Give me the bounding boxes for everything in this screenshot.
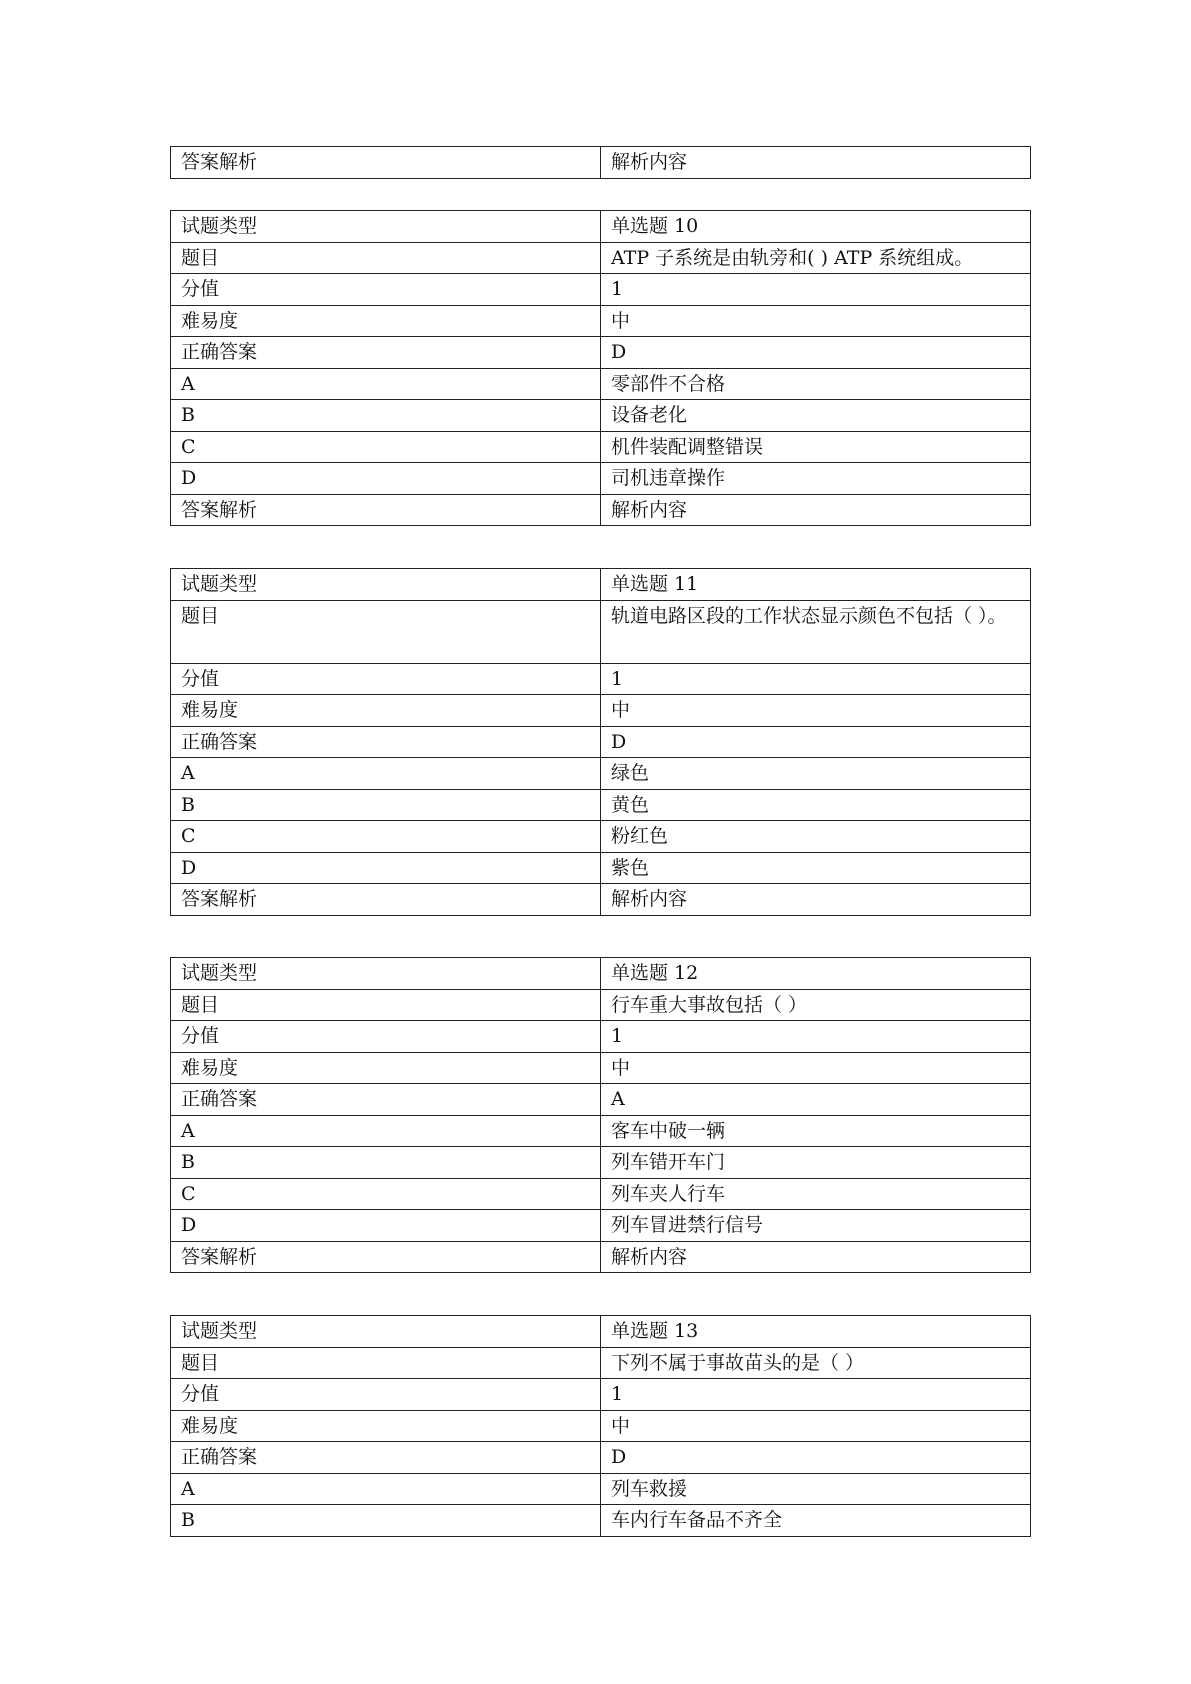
table-row — [171, 695, 1031, 727]
table-row — [171, 821, 1031, 853]
question-text: 行车重大事故包括（ ） — [601, 989, 1031, 1021]
table-row — [171, 1379, 1031, 1411]
option-key: A — [171, 1115, 601, 1147]
answer-value: D — [601, 726, 1031, 758]
table-row — [171, 1021, 1031, 1053]
question-label: 题目 — [171, 242, 601, 274]
option-text: 绿色 — [601, 758, 1031, 790]
table-row — [171, 400, 1031, 432]
type-value: 单选题 11 — [601, 569, 1031, 601]
table-row — [171, 1473, 1031, 1505]
option-key: C — [171, 1178, 601, 1210]
option-key: B — [171, 1505, 601, 1537]
table-row — [171, 1347, 1031, 1379]
option-key: A — [171, 1473, 601, 1505]
table-row — [171, 211, 1031, 243]
table-row — [171, 1115, 1031, 1147]
score-label: 分值 — [171, 1379, 601, 1411]
explanation-value: 解析内容 — [601, 147, 1031, 179]
table-row — [171, 758, 1031, 790]
explanation-value: 解析内容 — [601, 884, 1031, 916]
question-table-11 — [170, 568, 1031, 916]
table-row — [171, 431, 1031, 463]
option-text: 列车救援 — [601, 1473, 1031, 1505]
difficulty-label: 难易度 — [171, 695, 601, 727]
explanation-label: 答案解析 — [171, 884, 601, 916]
table-row — [171, 1241, 1031, 1273]
difficulty-value: 中 — [601, 695, 1031, 727]
option-key: A — [171, 368, 601, 400]
type-value: 单选题 10 — [601, 211, 1031, 243]
score-value: 1 — [601, 1379, 1031, 1411]
table-row — [171, 989, 1031, 1021]
type-label: 试题类型 — [171, 569, 601, 601]
question-text: ATP 子系统是由轨旁和( ) ATP 系统组成。 — [601, 242, 1031, 274]
option-text: 紫色 — [601, 852, 1031, 884]
table-row — [171, 494, 1031, 526]
question-label: 题目 — [171, 989, 601, 1021]
type-value: 单选题 13 — [601, 1316, 1031, 1348]
table-row — [171, 463, 1031, 495]
option-text: 列车冒进禁行信号 — [601, 1210, 1031, 1242]
table-row — [171, 368, 1031, 400]
option-text: 零部件不合格 — [601, 368, 1031, 400]
question-label: 题目 — [171, 600, 601, 663]
option-key: D — [171, 463, 601, 495]
option-key: A — [171, 758, 601, 790]
difficulty-label: 难易度 — [171, 1052, 601, 1084]
table-row — [171, 274, 1031, 306]
difficulty-value: 中 — [601, 305, 1031, 337]
table-row — [171, 242, 1031, 274]
option-text: 列车夹人行车 — [601, 1178, 1031, 1210]
type-label: 试题类型 — [171, 958, 601, 990]
option-text: 机件装配调整错误 — [601, 431, 1031, 463]
answer-label: 正确答案 — [171, 1442, 601, 1474]
table-row — [171, 1052, 1031, 1084]
option-key: C — [171, 821, 601, 853]
table-row — [171, 1210, 1031, 1242]
option-text: 车内行车备品不齐全 — [601, 1505, 1031, 1537]
difficulty-label: 难易度 — [171, 305, 601, 337]
answer-explanation-table — [170, 146, 1031, 179]
type-value: 单选题 12 — [601, 958, 1031, 990]
option-key: D — [171, 1210, 601, 1242]
option-text: 司机违章操作 — [601, 463, 1031, 495]
answer-value: D — [601, 1442, 1031, 1474]
score-label: 分值 — [171, 663, 601, 695]
score-label: 分值 — [171, 274, 601, 306]
explanation-label: 答案解析 — [171, 147, 601, 179]
option-key: B — [171, 1147, 601, 1179]
table-row — [171, 1084, 1031, 1116]
option-text: 设备老化 — [601, 400, 1031, 432]
table-row — [171, 884, 1031, 916]
table-row — [171, 1442, 1031, 1474]
type-label: 试题类型 — [171, 211, 601, 243]
table-row — [171, 600, 1031, 663]
table-row — [171, 1147, 1031, 1179]
score-label: 分值 — [171, 1021, 601, 1053]
option-text: 黄色 — [601, 789, 1031, 821]
question-table-10 — [170, 210, 1031, 526]
table-row — [171, 789, 1031, 821]
table-row — [171, 569, 1031, 601]
explanation-label: 答案解析 — [171, 494, 601, 526]
score-value: 1 — [601, 274, 1031, 306]
option-text: 客车中破一辆 — [601, 1115, 1031, 1147]
question-text: 轨道电路区段的工作状态显示颜色不包括（ ）。 — [601, 600, 1031, 663]
table-row — [171, 852, 1031, 884]
answer-value: A — [601, 1084, 1031, 1116]
option-key: B — [171, 789, 601, 821]
option-text: 粉红色 — [601, 821, 1031, 853]
explanation-value: 解析内容 — [601, 494, 1031, 526]
table-row — [171, 305, 1031, 337]
explanation-label: 答案解析 — [171, 1241, 601, 1273]
difficulty-value: 中 — [601, 1410, 1031, 1442]
explanation-value: 解析内容 — [601, 1241, 1031, 1273]
table-row — [171, 147, 1031, 179]
answer-label: 正确答案 — [171, 337, 601, 369]
difficulty-label: 难易度 — [171, 1410, 601, 1442]
table-row — [171, 337, 1031, 369]
table-row — [171, 726, 1031, 758]
option-key: C — [171, 431, 601, 463]
difficulty-value: 中 — [601, 1052, 1031, 1084]
option-key: D — [171, 852, 601, 884]
answer-value: D — [601, 337, 1031, 369]
option-key: B — [171, 400, 601, 432]
table-row — [171, 1316, 1031, 1348]
table-row — [171, 1505, 1031, 1537]
table-row — [171, 958, 1031, 990]
question-table-13 — [170, 1315, 1031, 1537]
table-row — [171, 663, 1031, 695]
answer-label: 正确答案 — [171, 726, 601, 758]
score-value: 1 — [601, 663, 1031, 695]
question-label: 题目 — [171, 1347, 601, 1379]
table-row — [171, 1410, 1031, 1442]
question-text: 下列不属于事故苗头的是（ ） — [601, 1347, 1031, 1379]
option-text: 列车错开车门 — [601, 1147, 1031, 1179]
table-row — [171, 1178, 1031, 1210]
answer-label: 正确答案 — [171, 1084, 601, 1116]
score-value: 1 — [601, 1021, 1031, 1053]
type-label: 试题类型 — [171, 1316, 601, 1348]
question-table-12 — [170, 957, 1031, 1273]
